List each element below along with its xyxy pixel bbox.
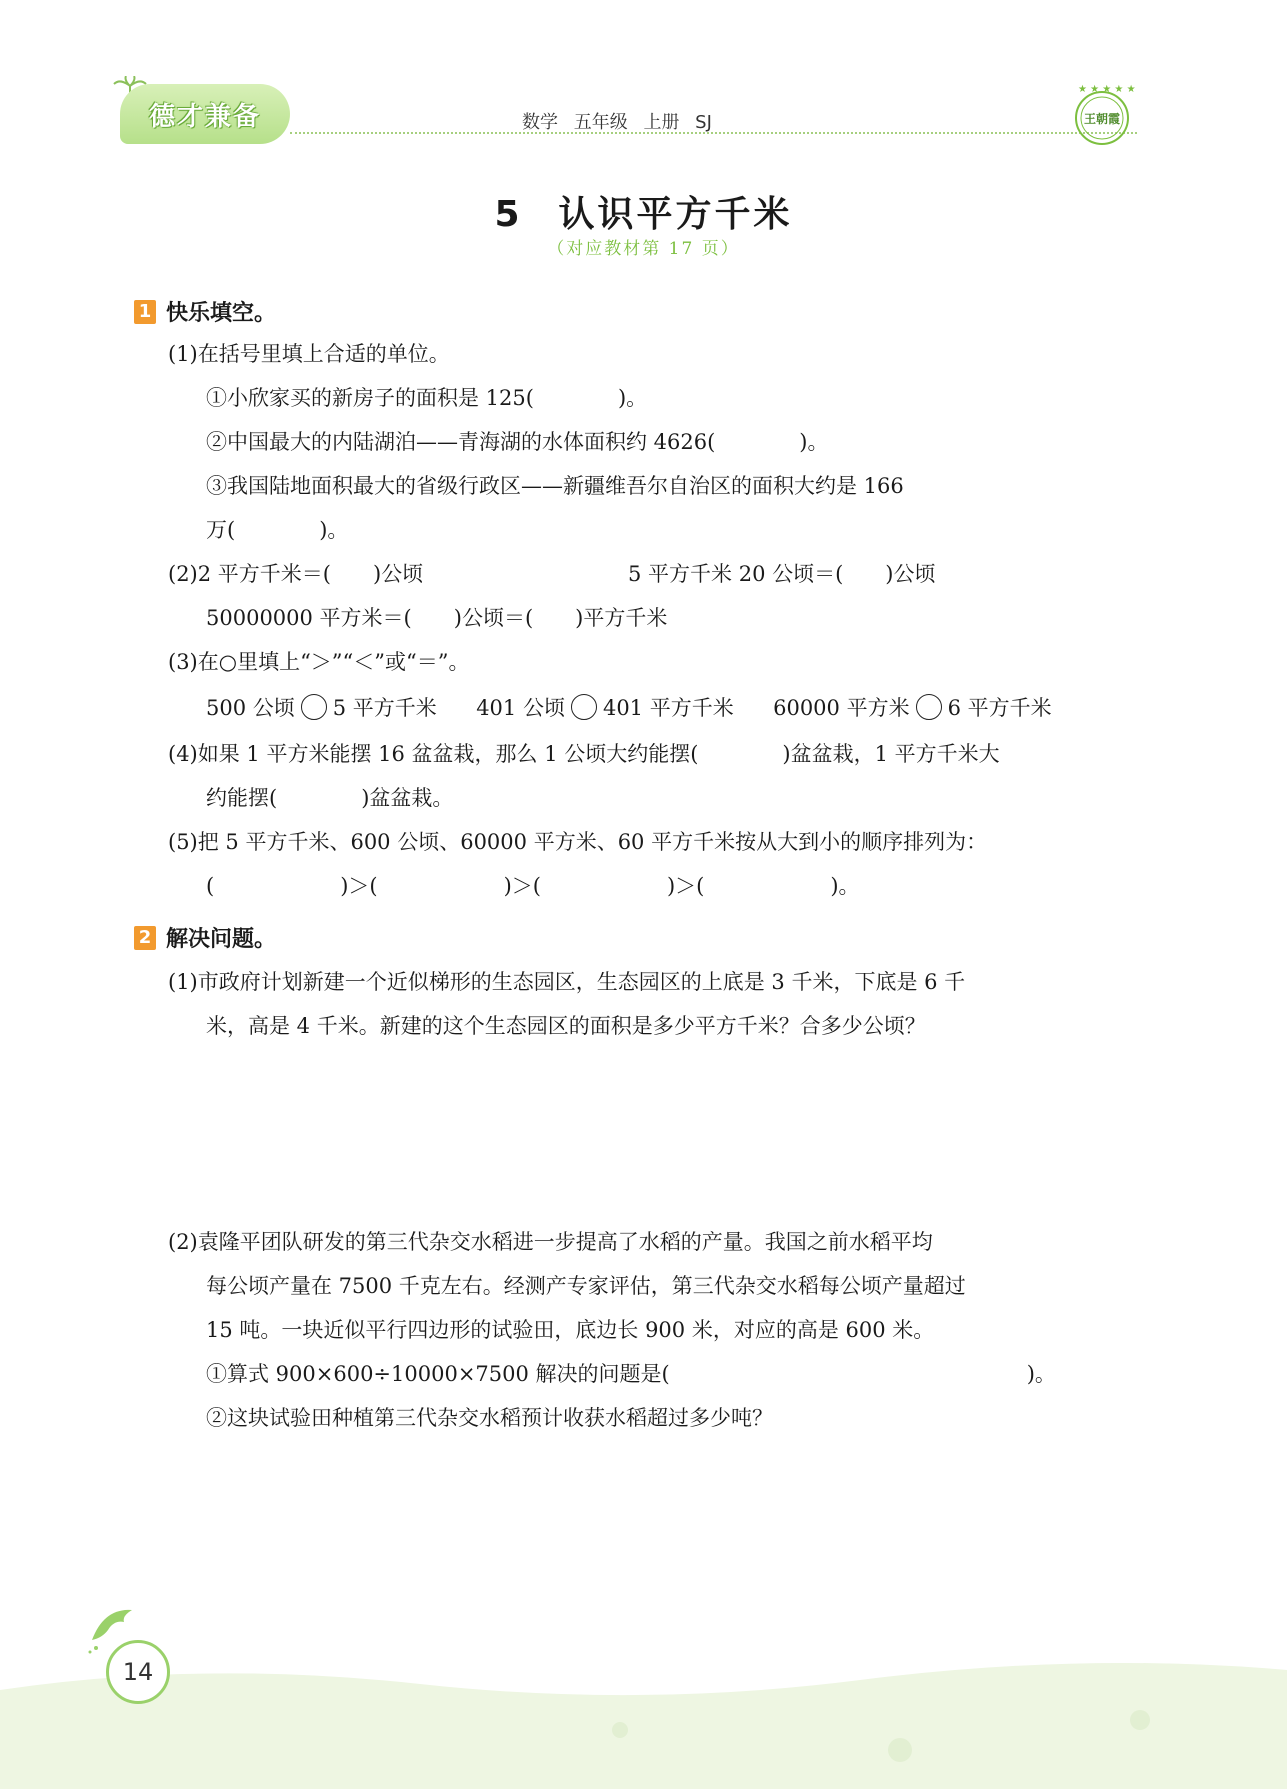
lesson-number: 5 xyxy=(494,194,523,235)
section-2-heading: 解决问题。 xyxy=(166,927,277,952)
author-seal-icon xyxy=(1068,80,1136,148)
q1-b: ②中国最大的内陆湖泊——青海湖的水体面积约 4626( )。 xyxy=(206,430,829,454)
p2-line2: 每公顷产量在 7500 千克左右。经测产专家评估，第三代杂交水稻每公顷产量超过 xyxy=(206,1274,966,1298)
p1-line2: 米，高是 4 千米。新建的这个生态园区的面积是多少平方千米？合多少公顷？ xyxy=(206,1014,926,1038)
p2-a: ①算式 900×600÷10000×7500 解决的问题是( )。 xyxy=(206,1362,1056,1386)
q3-item-right: 401 平方千米 xyxy=(602,696,734,720)
p2-line3: 15 吨。一块近似平行四边形的试验田，底边长 900 米，对应的高是 600 米。 xyxy=(206,1318,935,1342)
q1-c-line1: ③我国陆地面积最大的省级行政区——新疆维吾尔自治区的面积大约是 166 xyxy=(206,474,904,498)
q2-a: (2)2 平方千米＝( )公顷 xyxy=(168,562,424,586)
q3-item-left: 60000 平方米 xyxy=(773,696,910,720)
lesson-subtitle: （对应教材第 17 页） xyxy=(547,239,740,259)
q3-item-left: 401 公顷 xyxy=(476,696,565,720)
section-1-header xyxy=(134,296,276,327)
compare-circle[interactable] xyxy=(571,694,597,720)
footer-wave xyxy=(0,1650,1287,1789)
compare-circle[interactable] xyxy=(916,694,942,720)
q3-item-left: 500 公顷 xyxy=(206,696,295,720)
q3-item-right: 5 平方千米 xyxy=(332,696,437,720)
q4-line2: 约能摆( )盆盆栽。 xyxy=(206,786,454,810)
q3-intro: (3)在○里填上“＞”“＜”或“＝”。 xyxy=(168,650,470,674)
svg-text:★ ★ ★ ★ ★: ★ ★ ★ ★ ★ xyxy=(1078,84,1136,95)
compare-circle[interactable] xyxy=(301,694,327,720)
q1-c-line2: 万( )。 xyxy=(206,518,349,542)
q2-b: 5 平方千米 20 公顷＝( )公顷 xyxy=(628,562,936,586)
q1-a: ①小欣家买的新房子的面积是 125( )。 xyxy=(206,386,648,410)
lesson-name: 认识平方千米 xyxy=(558,194,793,235)
book-info: 数学 五年级 上册 SJ xyxy=(522,112,712,133)
brand-logo xyxy=(120,84,290,144)
q1-intro: (1)在括号里填上合适的单位。 xyxy=(168,342,450,366)
header-divider xyxy=(290,132,1137,134)
q3-comparisons xyxy=(206,692,1052,722)
section-2-header xyxy=(134,922,276,953)
seal-text: 王朝霞 xyxy=(1083,112,1121,126)
section-1-heading: 快乐填空。 xyxy=(166,301,277,326)
logo-text: 德才兼备 xyxy=(148,101,261,132)
p2-line1: (2)袁隆平团队研发的第三代杂交水稻进一步提高了水稻的产量。我国之前水稻平均 xyxy=(168,1230,933,1254)
q4-line1: (4)如果 1 平方米能摆 16 盆盆栽，那么 1 公顷大约能摆( )盆盆栽，1 平方千米大 xyxy=(168,742,1000,766)
q5-line2: ( )＞( )＞( )＞( )。 xyxy=(206,874,860,898)
q5-line1: (5)把 5 平方千米、600 公顷、60000 平方米、60 平方千米按从大到小的顺序排列为： xyxy=(168,830,988,854)
page-number: 14 xyxy=(106,1640,170,1704)
p1-line1: (1)市政府计划新建一个近似梯形的生态园区，生态园区的上底是 3 千米，下底是 6 千 xyxy=(168,970,966,994)
section-1-badge: 1 xyxy=(134,300,156,324)
q2-c: 50000000 平方米＝( )公顷＝( )平方千米 xyxy=(206,606,668,630)
lesson-title xyxy=(0,186,1287,237)
section-2-badge: 2 xyxy=(134,926,156,950)
q3-item-right: 6 平方千米 xyxy=(947,696,1052,720)
p2-b: ②这块试验田种植第三代杂交水稻预计收获水稻超过多少吨？ xyxy=(206,1406,773,1430)
